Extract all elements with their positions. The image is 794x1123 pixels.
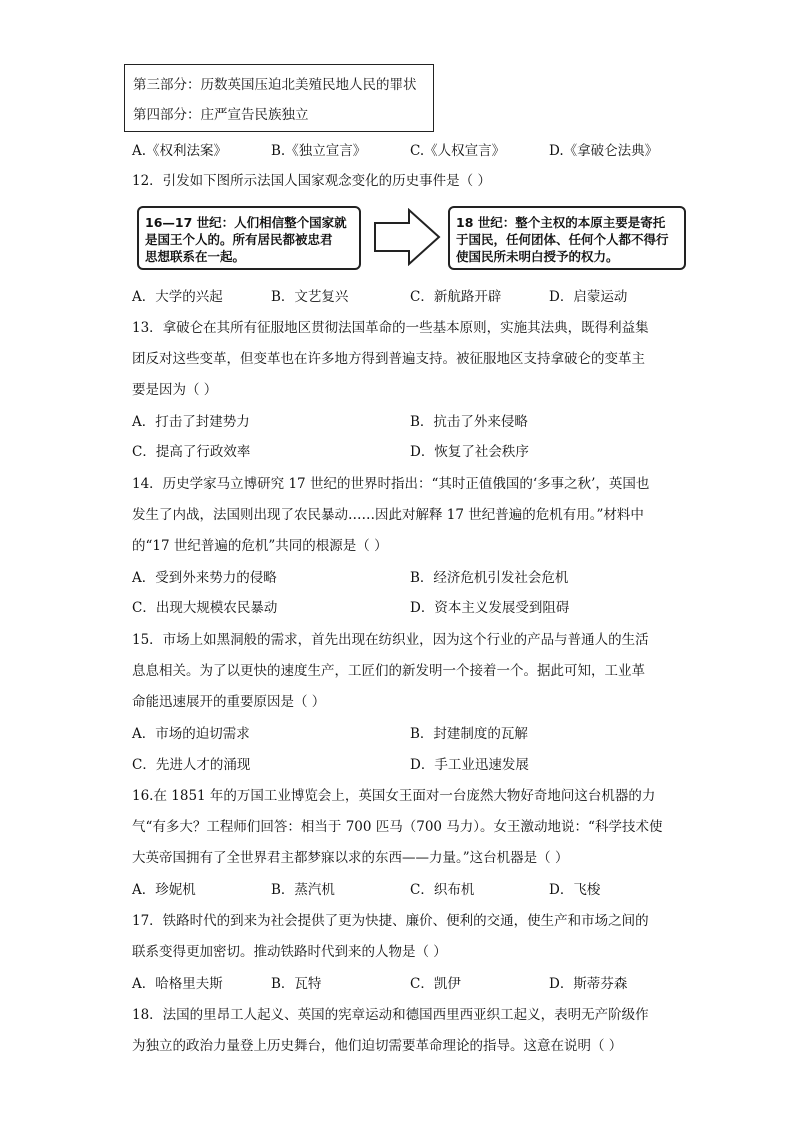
q15-option-b[interactable]: B．封建制度的瓦解 <box>410 726 528 742</box>
q12-option-b[interactable]: B．文艺复兴 <box>271 289 349 305</box>
q17-stem-line: 联系变得更加密切。推动铁路时代到来的人物是（ ） <box>132 944 447 960</box>
q15-stem-line: 息息相关。为了以更快的速度生产，工匠们的新发明一个接着一个。据此可知，工业革 <box>132 663 645 679</box>
q16-stem-line: 大英帝国拥有了全世界君主都梦寐以求的东西——力量。”这台机器是（ ） <box>132 850 569 866</box>
q13-option-c[interactable]: C．提高了行政效率 <box>132 444 251 460</box>
q16-option-a[interactable]: A．珍妮机 <box>132 882 196 898</box>
q11-option-d[interactable]: D.《拿破仑法典》 <box>549 143 659 159</box>
q14-option-b[interactable]: B．经济危机引发社会危机 <box>410 570 569 586</box>
q14-option-a[interactable]: A．受到外来势力的侵略 <box>132 570 277 586</box>
right-arrow-icon <box>373 208 441 266</box>
q15-option-a[interactable]: A．市场的迫切需求 <box>132 726 250 742</box>
q17-option-b[interactable]: B．瓦特 <box>271 976 322 992</box>
q15-option-d[interactable]: D．手工业迅速发展 <box>410 757 529 773</box>
q17-option-a[interactable]: A．哈格里夫斯 <box>132 976 223 992</box>
q16-stem-line: 气“有多大？工程师们回答：相当于 700 匹马（700 马力）。女王激动地说：“科学技术使 <box>132 819 663 835</box>
q11-option-b[interactable]: B.《独立宣言》 <box>271 143 367 159</box>
q18-stem-line: 为独立的政治力量登上历史舞台，他们迫切需要革命理论的指导。这意在说明（ ） <box>132 1038 623 1054</box>
q18-stem-line: 18．法国的里昂工人起义、英国的宪章运动和德国西里西亚织工起义，表明无产阶级作 <box>132 1007 649 1023</box>
q13-stem-line: 团反对这些变革，但变革也在许多地方得到普遍支持。被征服地区支持拿破仑的变革主 <box>132 351 645 367</box>
q12-right-card-line: 于国民，任何团体、任何个人都不得行 <box>456 232 669 247</box>
q13-option-b[interactable]: B．抗击了外来侵略 <box>410 414 528 430</box>
q13-option-a[interactable]: A．打击了封建势力 <box>132 414 250 430</box>
q13-option-d[interactable]: D．恢复了社会秩序 <box>410 444 529 460</box>
q16-option-d[interactable]: D．飞梭 <box>549 882 601 898</box>
q14-option-d[interactable]: D．资本主义发展受到阻碍 <box>410 600 570 616</box>
q12-left-card-line: 16—17 世纪：人们相信整个国家就 <box>145 215 347 230</box>
q15-option-c[interactable]: C．先进人才的涌现 <box>132 757 251 773</box>
material-box <box>124 64 434 132</box>
q14-stem-line: 14．历史学家马立博研究 17 世纪的世界时指出：“其时正值俄国的‘多事之秋’，英国也 <box>132 476 650 492</box>
q16-option-c[interactable]: C．织布机 <box>410 882 475 898</box>
q11-option-c[interactable]: C.《人权宣言》 <box>410 143 506 159</box>
q17-option-d[interactable]: D．斯蒂芬森 <box>549 976 628 992</box>
q17-stem-line: 17．铁路时代的到来为社会提供了更为快捷、廉价、便利的交通，使生产和市场之间的 <box>132 913 649 929</box>
q12-left-card <box>137 206 361 270</box>
q12-right-card-line: 18 世纪：整个主权的本原主要是寄托 <box>456 215 666 230</box>
q12-left-card-line: 思想联系在一起。 <box>145 249 246 264</box>
q12-stem: 12．引发如下图所示法国人国家观念变化的历史事件是（ ） <box>132 173 491 189</box>
q11-option-a[interactable]: A.《权利法案》 <box>132 143 228 159</box>
q14-option-c[interactable]: C．出现大规模农民暴动 <box>132 600 278 616</box>
q14-stem-line: 的“17 世纪普遍的危机”共同的根源是（ ） <box>132 538 388 554</box>
q13-stem-line: 13．拿破仑在其所有征服地区贯彻法国革命的一些基本原则，实施其法典，既得利益集 <box>132 320 649 336</box>
q12-option-d[interactable]: D．启蒙运动 <box>549 289 628 305</box>
material-line-3: 第三部分：历数英国压迫北美殖民地人民的罪状 <box>133 77 417 93</box>
material-line-4: 第四部分：庄严宣告民族独立 <box>133 107 309 123</box>
q12-right-card <box>448 206 686 270</box>
q12-option-a[interactable]: A．大学的兴起 <box>132 289 223 305</box>
q16-stem-line: 16.在 1851 年的万国工业博览会上，英国女王面对一台庞然大物好奇地问这台机器的力 <box>132 788 656 804</box>
q13-stem-line: 要是因为（ ） <box>132 382 218 398</box>
q12-option-c[interactable]: C．新航路开辟 <box>410 289 502 305</box>
q15-stem-line: 15．市场上如黑洞般的需求，首先出现在纺织业，因为这个行业的产品与普通人的生活 <box>132 632 649 648</box>
q17-option-c[interactable]: C．凯伊 <box>410 976 461 992</box>
q12-right-card-line: 使国民所未明白授予的权力。 <box>456 249 619 264</box>
q16-option-b[interactable]: B．蒸汽机 <box>271 882 335 898</box>
q12-left-card-line: 是国王个人的。所有居民都被忠君 <box>145 232 333 247</box>
q14-stem-line: 发生了内战，法国则出现了农民暴动……因此对解释 17 世纪普遍的危机有用。”材料中 <box>132 507 644 523</box>
q15-stem-line: 命能迅速展开的重要原因是（ ） <box>132 694 326 710</box>
